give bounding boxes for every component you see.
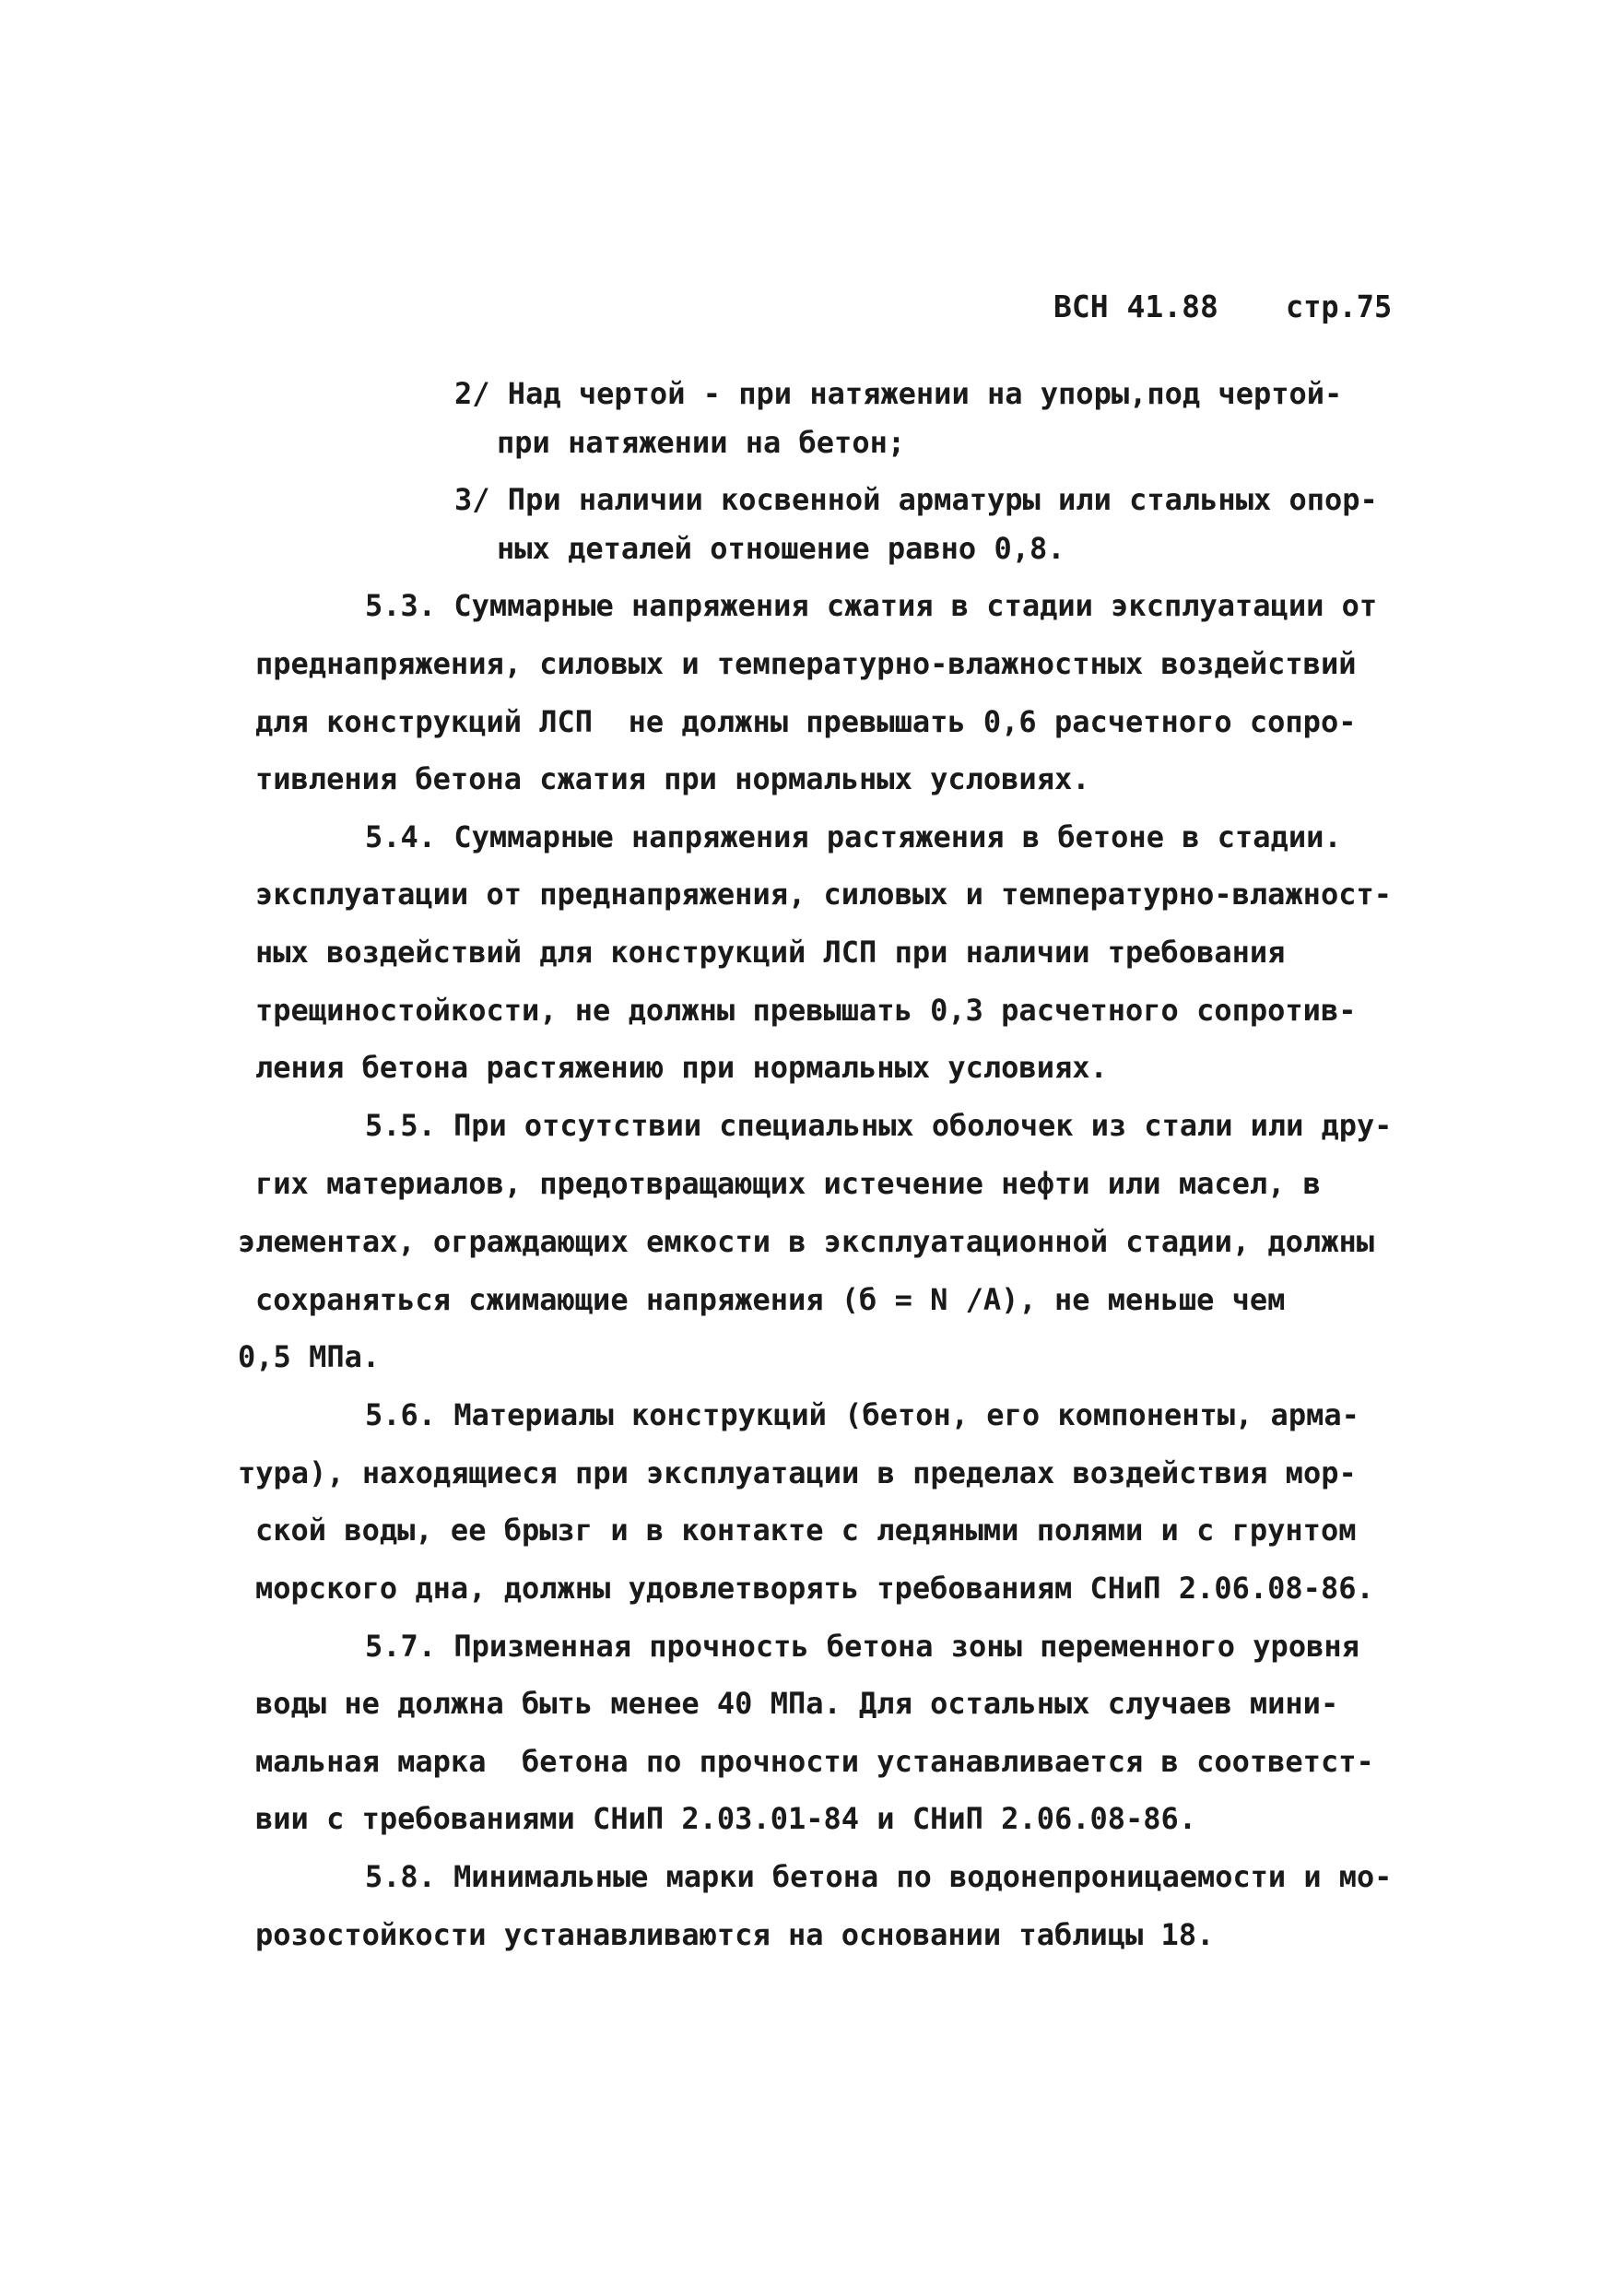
note-line: при натяжении на бетон; (497, 425, 906, 460)
paragraph-line: воды не должна быть менее 40 МПа. Для остальных случаев мини- (255, 1686, 1339, 1721)
paragraph-line: ных воздействий для конструкций ЛСП при наличии требования (255, 935, 1286, 970)
paragraph-line: трещиностойкости, не должны превышать 0,3 расчетного сопротив- (255, 993, 1357, 1028)
doc-code: ВСН 41.88 (1053, 288, 1218, 324)
note-line: 2/ Над чертой - при натяжении на упоры,под чертой- (454, 376, 1343, 411)
paragraph-line: 0,5 МПа. (238, 1339, 381, 1374)
paragraph-line: 5.3. Суммарные напряжения сжатия в стадии эксплуатации от (365, 588, 1378, 623)
paragraph-line: эксплуатации от преднапряжения, силовых и температурно-влажност- (255, 877, 1392, 912)
paragraph-line: 5.7. Призменная прочность бетона зоны переменного уровня (365, 1629, 1359, 1664)
paragraph-line: элементах, ограждающих емкости в эксплуатационной стадии, должны (238, 1224, 1374, 1259)
paragraph-line: 5.5. При отсутствии специальных оболочек из стали или дру- (365, 1108, 1393, 1143)
paragraph-line: 5.6. Материалы конструкций (бетон, его компоненты, арма- (365, 1397, 1359, 1432)
paragraph-line: ления бетона растяжению при нормальных условиях. (255, 1050, 1108, 1085)
paragraph-line: морского дна, должны удовлетворять требованиям СНиП 2.06.08-86. (255, 1571, 1374, 1606)
paragraph-line: 5.8. Минимальные марки бетона по водонепроницаемости и мо- (365, 1859, 1393, 1894)
paragraph-line: сохраняться сжимающие напряжения (б = N /A), не меньше чем (255, 1282, 1286, 1317)
paragraph-line: 5.4. Суммарные напряжения растяжения в бетоне в стадии. (365, 819, 1342, 854)
paragraph-line: тура), находящиеся при эксплуатации в пределах воздействия мор- (238, 1455, 1357, 1490)
paragraph-line: для конструкций ЛСП не должны превышать 0,6 расчетного сопро- (255, 704, 1357, 739)
page-number: стр.75 (1286, 288, 1393, 324)
paragraph-line: вии с требованиями СНиП 2.03.01-84 и СНиП 2.06.08-86. (255, 1801, 1197, 1836)
note-line: ных деталей отношение равно 0,8. (497, 531, 1065, 566)
paragraph-line: розостойкости устанавливаются на основании таблицы 18. (255, 1917, 1215, 1952)
paragraph-line: тивления бетона сжатия при нормальных условиях. (255, 761, 1090, 796)
paragraph-line: мальная марка бетона по прочности устанавливается в соответст- (255, 1744, 1374, 1779)
paragraph-line: ской воды, ее брызг и в контакте с ледяными полями и с грунтом (255, 1513, 1357, 1548)
paragraph-line: гих материалов, предотвращающих истечение нефти или масел, в (255, 1166, 1321, 1201)
note-line: 3/ При наличии косвенной арматуры или стальных опор- (454, 482, 1378, 517)
paragraph-line: преднапряжения, силовых и температурно-влажностных воздействий (255, 646, 1357, 681)
